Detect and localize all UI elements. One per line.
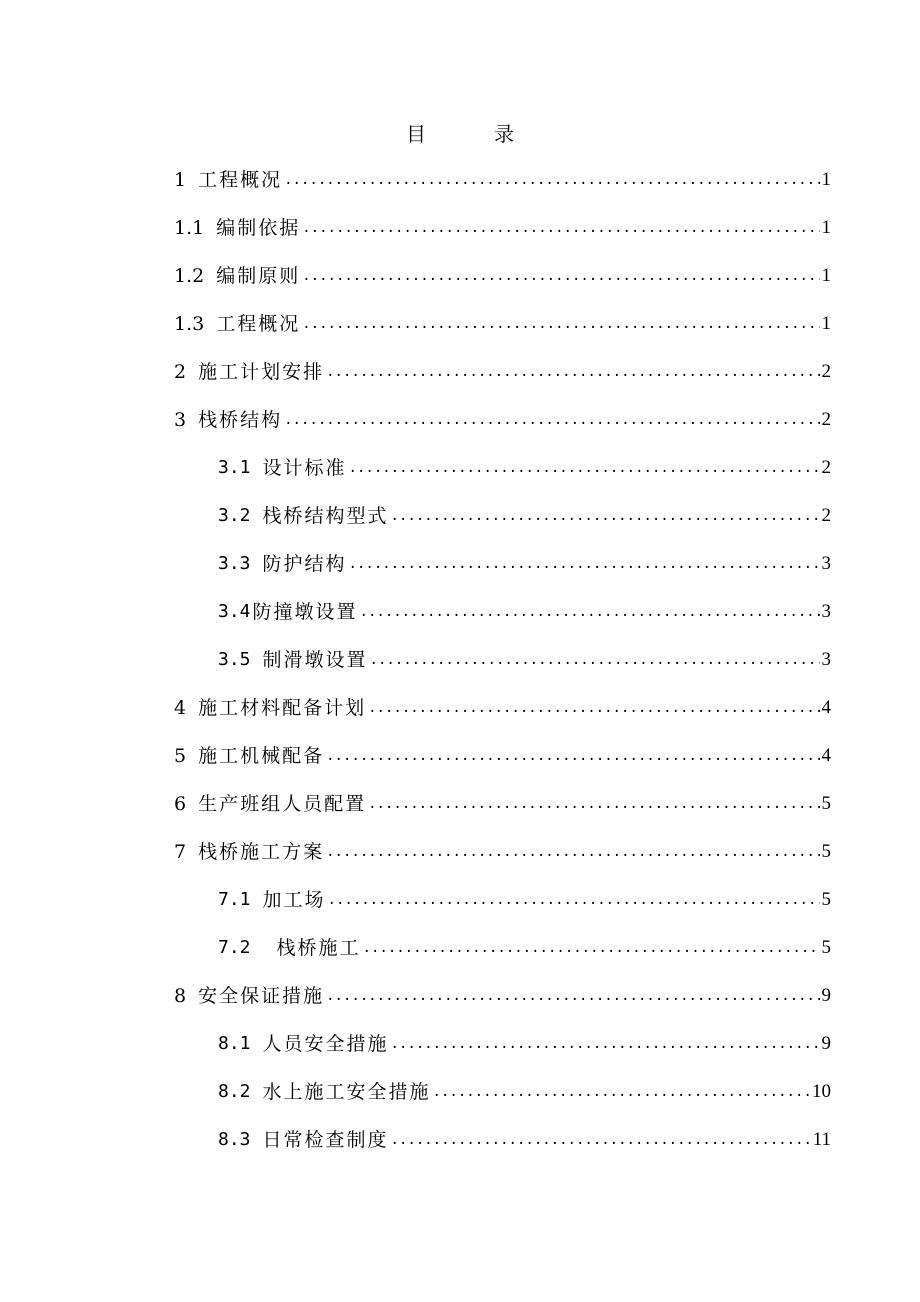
toc-entry-page: 1 [821,217,831,238]
toc-leader-dots [370,651,820,669]
toc-entry-number: 5 [174,745,187,767]
toc-entry[interactable] [218,1072,831,1104]
toc-entry-page: 5 [821,793,831,814]
toc-entry[interactable] [218,640,831,672]
toc-entry-number: 1.2 [174,265,205,287]
toc-leader-dots [302,315,819,333]
toc-leader-dots [326,843,819,861]
toc-entry-page: 2 [821,505,831,526]
toc-entry-number: 8.3 [218,1129,251,1150]
toc-entry-page: 9 [821,985,831,1006]
toc-entry-label: 编制原则 [216,265,301,287]
toc-entry[interactable] [174,784,831,816]
toc-entry-page: 5 [821,937,831,958]
toc-leader-dots [328,891,820,909]
toc-leader-dots [363,939,820,957]
toc-leader-dots [284,171,819,189]
toc-entry-number: 7.2 [218,937,251,958]
toc-leader-dots [368,795,819,813]
toc-entry[interactable] [218,544,831,576]
toc-entry[interactable] [174,976,831,1008]
toc-entry-page: 3 [821,601,831,622]
toc-entry-label: 工程概况 [198,169,283,191]
toc-entry-page: 1 [821,169,831,190]
toc-leader-dots [326,363,819,381]
toc-entry[interactable] [218,928,831,960]
toc-entry-page: 1 [821,313,831,334]
toc-entry-page: 10 [812,1081,831,1102]
toc-entry[interactable] [174,832,831,864]
toc-entry[interactable] [174,400,831,432]
toc-entry-page: 4 [821,697,831,718]
toc-entry-label: 栈桥施工 [276,937,361,959]
toc-entry-number: 2 [174,361,187,383]
toc-entry-number: 6 [174,793,187,815]
toc-entry-number: 1 [174,169,187,191]
toc-entry-page: 4 [821,745,831,766]
toc-leader-dots [391,1131,811,1149]
toc-entry-number: 1.3 [174,313,205,335]
toc-entry-page: 5 [821,889,831,910]
toc-entry-number: 8.2 [218,1081,251,1102]
toc-entry-label: 日常检查制度 [262,1129,389,1151]
toc-entry-label: 人员安全措施 [262,1033,389,1055]
toc-entry-label: 工程概况 [216,313,301,335]
toc-leader-dots [433,1083,810,1101]
toc-entry-label: 施工材料配备计划 [198,697,367,719]
toc-leader-dots [284,411,819,429]
toc-entry-number: 3.1 [218,457,251,478]
toc-entry-label: 栈桥施工方案 [198,841,325,863]
toc-leader-dots [368,699,819,717]
toc-entry-number: 8.1 [218,1033,251,1054]
toc-entry-number: 7.1 [218,889,251,910]
toc-entry-number: 3.4 [218,601,251,622]
toc-entry-label: 生产班组人员配置 [198,793,367,815]
toc-entry-number: 3.2 [218,505,251,526]
toc-entry[interactable] [218,1120,831,1152]
toc-entry-label: 栈桥结构型式 [262,505,389,527]
toc-entry-page: 9 [821,1033,831,1054]
toc-entry-label: 施工计划安排 [198,361,325,383]
toc-entry-page: 2 [821,457,831,478]
toc-entry-number: 3.5 [218,649,251,670]
toc-entry-number: 1.1 [174,217,205,239]
toc-entry-label: 水上施工安全措施 [262,1081,431,1103]
toc-entry-number: 4 [174,697,187,719]
toc-leader-dots [391,1035,820,1053]
toc-entry[interactable] [218,880,831,912]
toc-leader-dots [302,267,819,285]
toc-entry[interactable] [218,448,831,480]
toc-entry-page: 2 [821,409,831,430]
toc-entry[interactable] [174,208,831,240]
toc-entry-number: 3.3 [218,553,251,574]
toc-entry-label: 设计标准 [262,457,347,479]
toc-entry-page: 11 [812,1129,831,1150]
toc-entry-label: 安全保证措施 [198,985,325,1007]
toc-leader-dots [326,747,819,765]
toc-entry[interactable] [174,736,831,768]
toc-entry[interactable] [218,496,831,528]
toc-entry-page: 5 [821,841,831,862]
toc-entry-page: 1 [821,265,831,286]
toc-entry-label: 加工场 [262,889,326,911]
toc-entry-page: 2 [821,361,831,382]
toc-entry-label: 编制依据 [216,217,301,239]
toc-entry-label: 制滑墩设置 [262,649,368,671]
toc-entry-label: 防护结构 [262,553,347,575]
toc-title: 目 录 [406,122,538,146]
toc-entry[interactable] [174,352,831,384]
toc-entry[interactable] [174,256,831,288]
toc-leader-dots [326,987,819,1005]
toc-entry-number: 8 [174,985,187,1007]
toc-entry-label: 施工机械配备 [198,745,325,767]
toc-leader-dots [391,507,820,525]
toc-leader-dots [302,219,819,237]
toc-entry[interactable] [218,592,831,624]
toc-entry-number: 3 [174,409,187,431]
toc-entry[interactable] [174,304,831,336]
toc-entry[interactable] [218,1024,831,1056]
toc-entry-page: 3 [821,553,831,574]
toc-entry[interactable] [174,160,831,192]
toc-leader-dots [360,603,820,621]
toc-entry-page: 3 [821,649,831,670]
toc-leader-dots [349,555,820,573]
toc-entry-label: 栈桥结构 [198,409,283,431]
toc-entry[interactable] [174,688,831,720]
toc-leader-dots [349,459,820,477]
toc-entry-number: 7 [174,841,187,863]
toc-entry-label: 防撞墩设置 [252,601,358,623]
